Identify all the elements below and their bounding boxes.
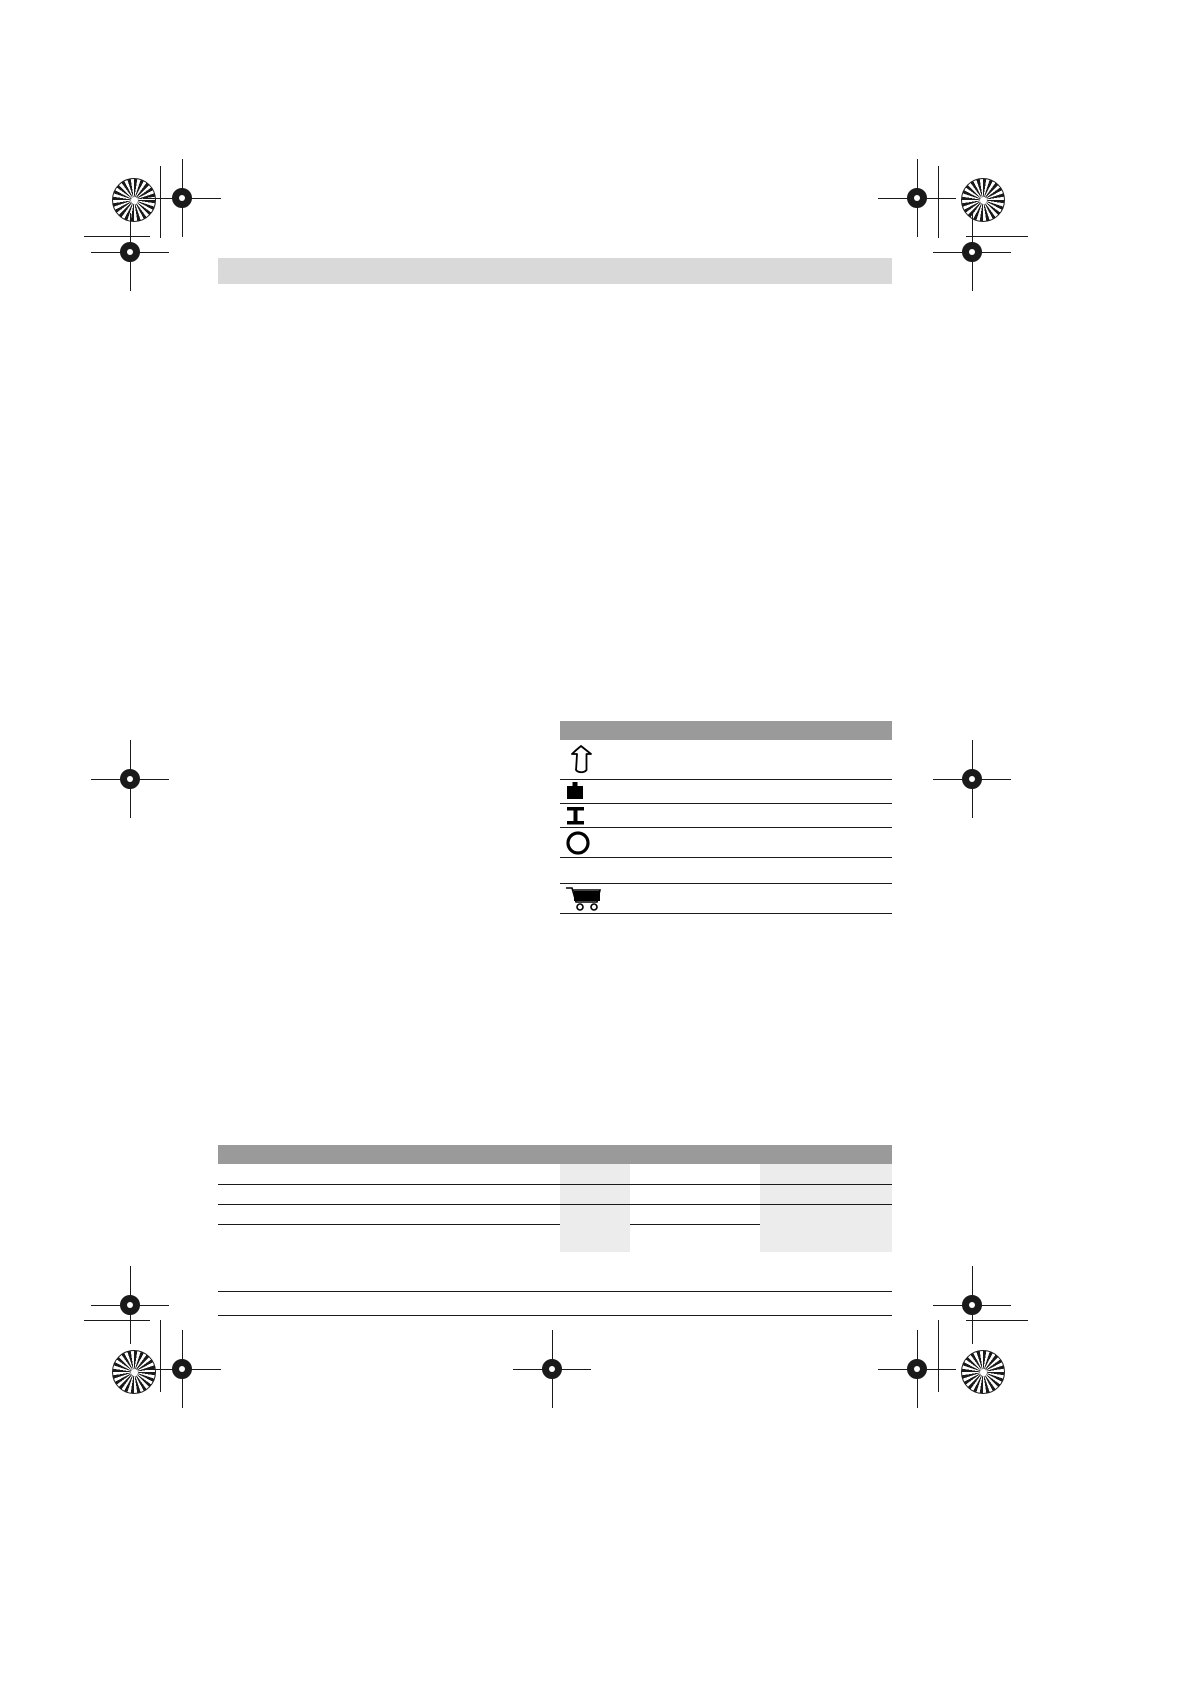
- spec-table: [218, 1145, 892, 1252]
- crosshair-top-right: [900, 181, 934, 215]
- spec-cell-label: [218, 1184, 560, 1204]
- i-beam-icon: [560, 805, 624, 827]
- table-row: [218, 1204, 892, 1224]
- reg-mark-bottom-left: [112, 1350, 156, 1394]
- up-arrow-outline-icon: [560, 743, 624, 777]
- spec-cell-c: [760, 1164, 892, 1184]
- spec-cell-label: [218, 1164, 560, 1184]
- legend-row: [560, 828, 892, 858]
- spec-extra-row: [218, 1292, 892, 1316]
- legend-row: [560, 858, 892, 884]
- table-row: [218, 1184, 892, 1204]
- shopping-cart-icon: [560, 886, 624, 912]
- trim-line-left-vertical-bottom: [160, 1320, 161, 1392]
- spec-header-label: [218, 1145, 560, 1164]
- reg-mark-bottom-right: [961, 1350, 1005, 1394]
- header-band: [218, 258, 892, 284]
- legend-row: [560, 740, 892, 780]
- spec-cell-c: [760, 1184, 892, 1204]
- spec-header-col-b: [630, 1145, 760, 1164]
- legend-table-header: [560, 721, 892, 740]
- reg-mark-top-right: [961, 178, 1005, 222]
- trim-line-right-vertical-bottom: [938, 1320, 939, 1392]
- trim-line-top-left: [84, 236, 150, 237]
- spec-cell-a: [560, 1204, 630, 1224]
- crosshair-bottom-center: [535, 1352, 569, 1386]
- table-row: [218, 1164, 892, 1184]
- spec-header-col-c: [760, 1145, 892, 1164]
- table-row-shaded-tail: [218, 1224, 892, 1252]
- trim-line-bottom-left: [84, 1320, 150, 1321]
- spec-table-header-row: [218, 1145, 892, 1164]
- legend-table: [560, 721, 892, 914]
- trim-line-bottom-right: [966, 1320, 1028, 1321]
- spec-cell-b: [630, 1204, 760, 1224]
- circle-outline-icon: [560, 829, 624, 857]
- battery-icon: [560, 781, 624, 803]
- crosshair-bottom-right: [900, 1352, 934, 1386]
- crosshair-top-left: [165, 181, 199, 215]
- crosshair-right-middle: [955, 762, 989, 796]
- spec-cell-label: [218, 1204, 560, 1224]
- spec-cell-c: [760, 1204, 892, 1224]
- trim-line-right-vertical: [938, 166, 939, 238]
- crosshair-right-lower: [955, 1288, 989, 1322]
- spec-cell-b: [630, 1164, 760, 1184]
- crosshair-left-upper: [113, 235, 147, 269]
- spec-cell-a: [560, 1164, 630, 1184]
- trim-line-top-right: [966, 236, 1028, 237]
- crosshair-right-upper: [955, 235, 989, 269]
- crosshair-bottom-left: [165, 1352, 199, 1386]
- legend-row: [560, 780, 892, 804]
- spec-cell-a: [560, 1184, 630, 1204]
- spec-extra-row: [218, 1268, 892, 1292]
- crosshair-left-middle: [113, 762, 147, 796]
- crosshair-left-lower: [113, 1288, 147, 1322]
- reg-mark-top-left: [112, 178, 156, 222]
- trim-line-left-vertical: [160, 166, 161, 238]
- spec-cell-b: [630, 1184, 760, 1204]
- spec-header-col-a: [560, 1145, 630, 1164]
- legend-row: [560, 884, 892, 914]
- spec-extra-rows: [218, 1268, 892, 1316]
- legend-row: [560, 804, 892, 828]
